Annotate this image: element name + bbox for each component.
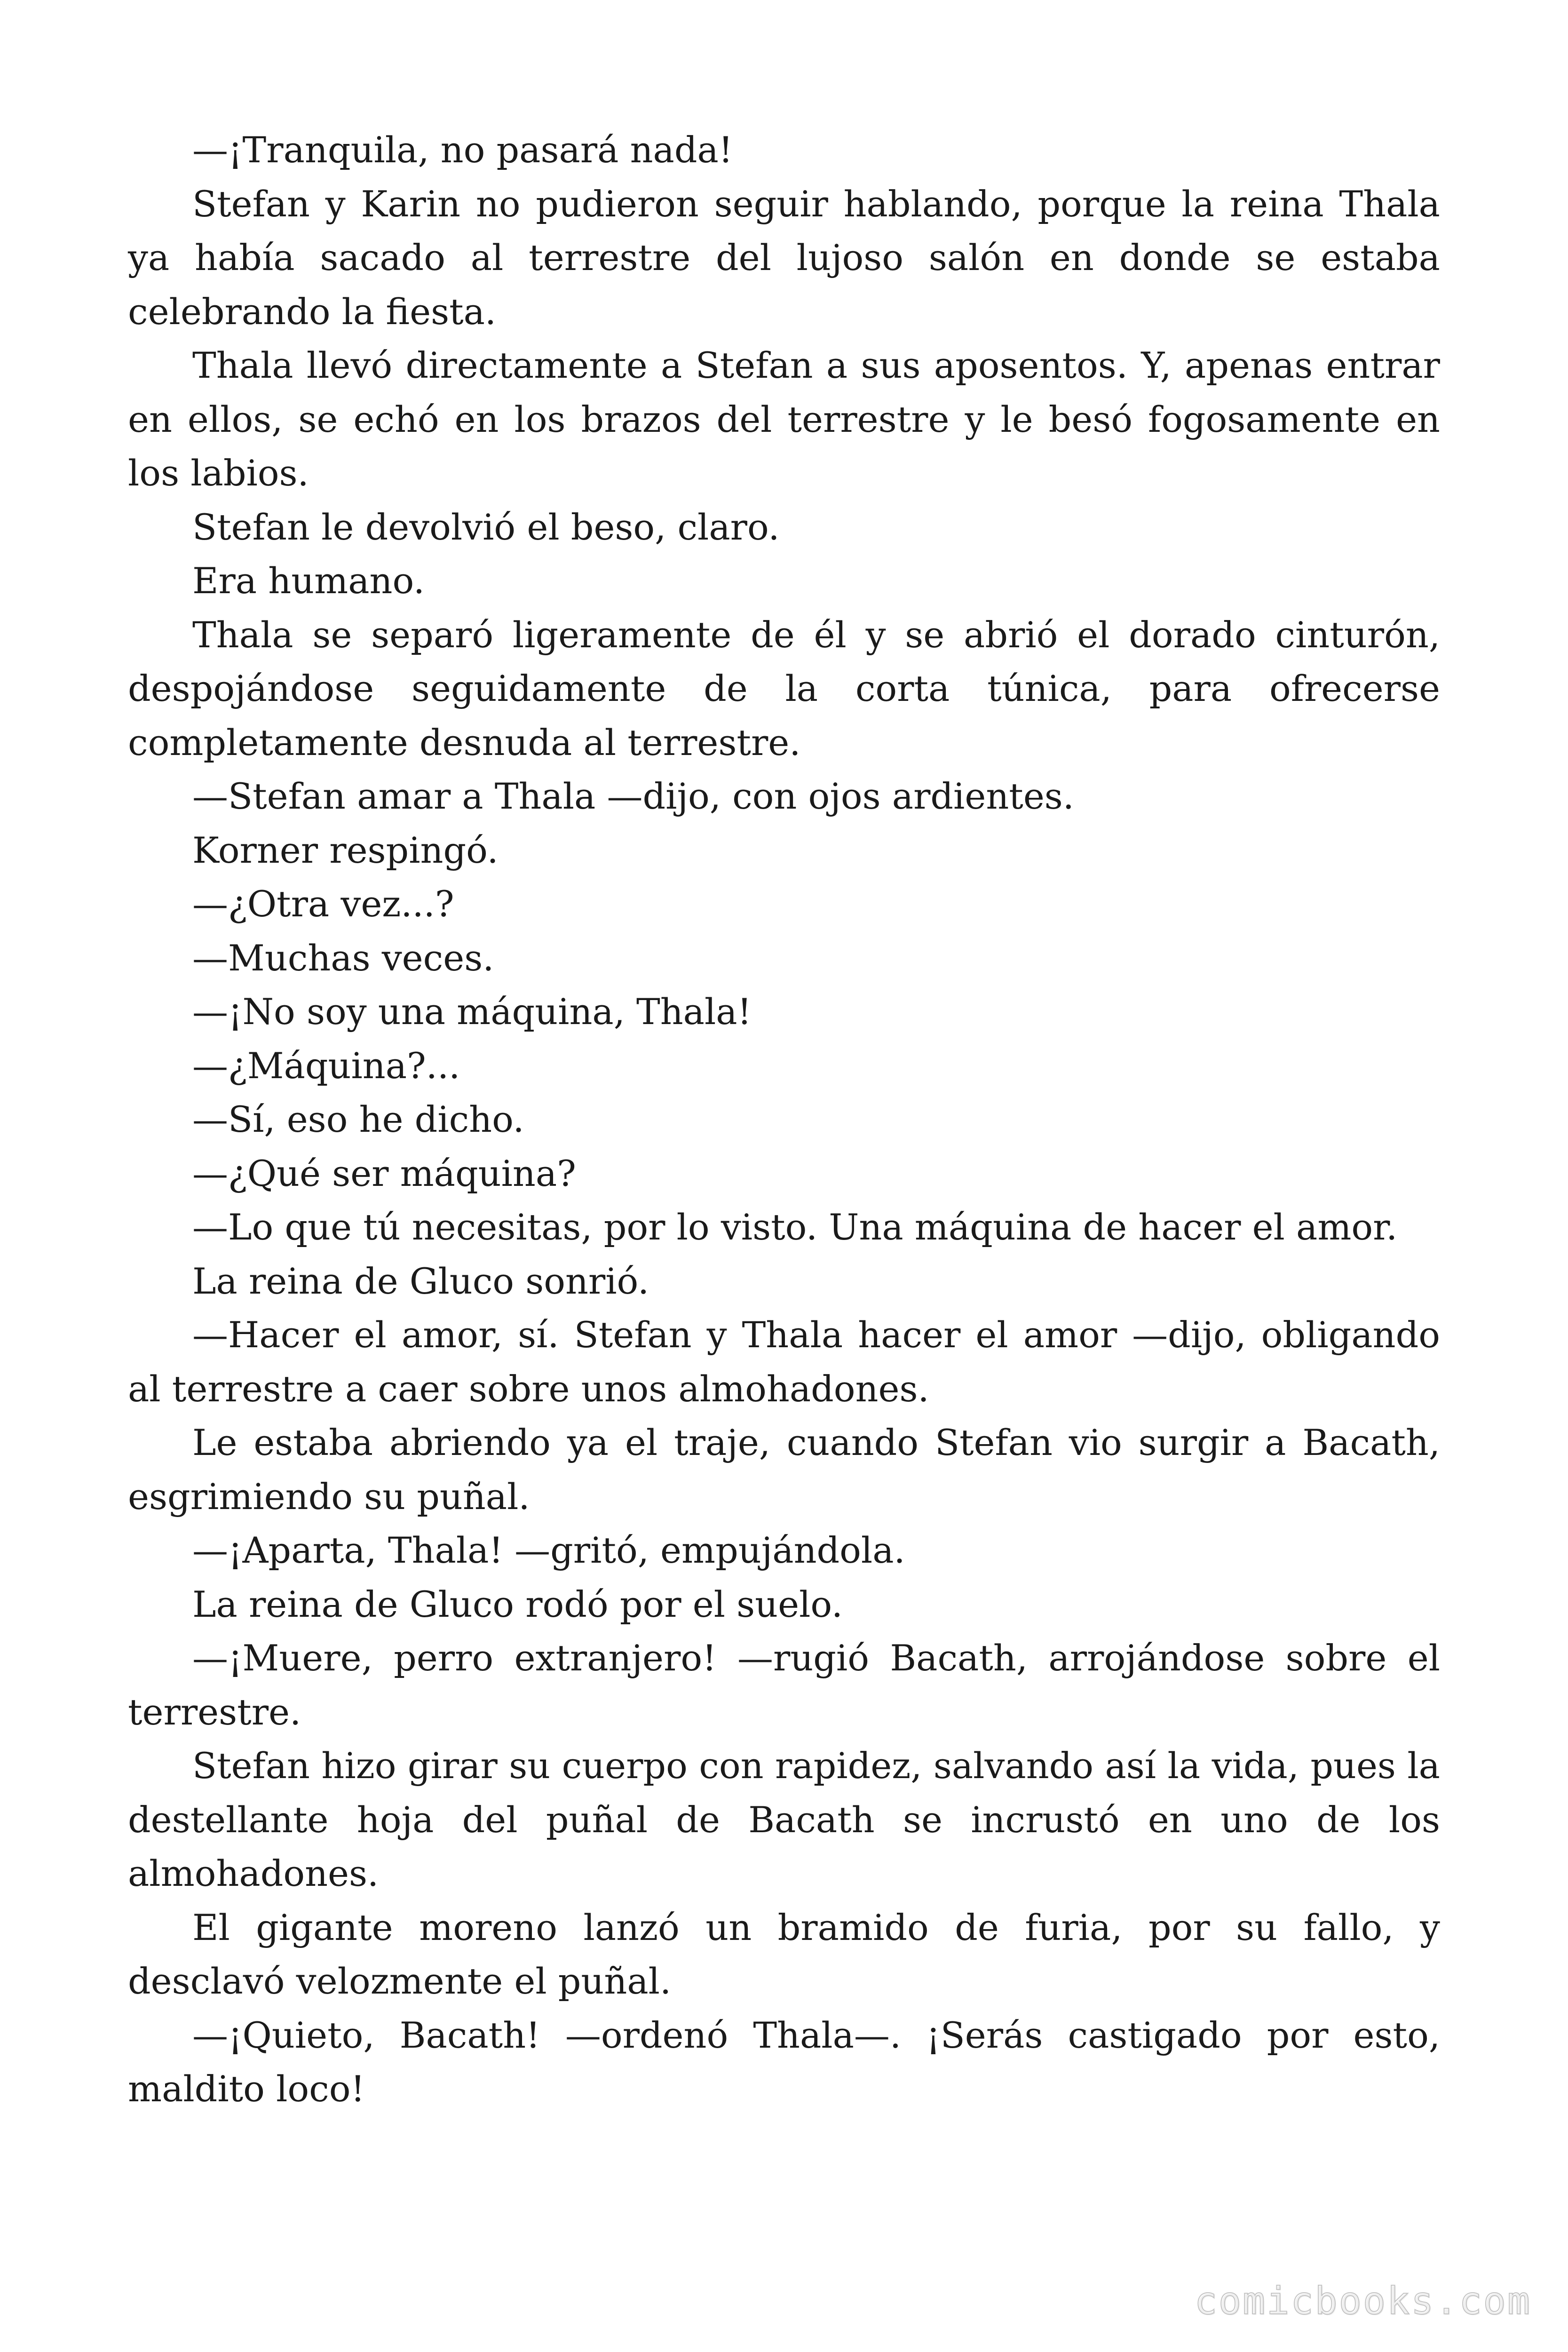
paragraph: El gigante moreno lanzó un bramido de furia, por su fallo, y desclavó velozmente el puñal.: [128, 1906, 1440, 2002]
paragraph: —Lo que tú necesitas, por lo visto. Una máquina de hacer el amor.: [192, 1206, 1398, 1248]
paragraph: La reina de Gluco rodó por el suelo.: [192, 1583, 843, 1625]
paragraph: —¿Qué ser máquina?: [192, 1152, 576, 1194]
paragraph: —¿Otra vez...?: [192, 883, 454, 925]
paragraph: —Muchas veces.: [192, 937, 494, 979]
paragraph: —Stefan amar a Thala —dijo, con ojos ardientes.: [192, 775, 1074, 817]
paragraph: —Hacer el amor, sí. Stefan y Thala hacer el amor —dijo, obligando al terrestre a caer sobre unos almohadones.: [128, 1314, 1440, 1410]
paragraph: Stefan le devolvió el beso, claro.: [192, 506, 780, 548]
paragraph: —¡Tranquila, no pasará nada!: [192, 129, 733, 171]
paragraph: Stefan y Karin no pudieron seguir hablando, porque la reina Thala ya había sacado al terrestre del lujoso salón en donde se estaba celebrando la fiesta.: [128, 183, 1440, 333]
paragraph: —¿Máquina?...: [192, 1044, 460, 1087]
paragraph: La reina de Gluco sonrió.: [192, 1260, 649, 1302]
paragraph: Stefan hizo girar su cuerpo con rapidez, salvando así la vida, pues la destellante hoja del puñal de Bacath se incrustó en uno de los almohadones.: [128, 1745, 1440, 1894]
paragraph: Korner respingó.: [192, 829, 499, 871]
paragraph: Thala llevó directamente a Stefan a sus aposentos. Y, apenas entrar en ellos, se echó en los brazos del terrestre y le besó fogosamente en los labios.: [128, 344, 1440, 494]
paragraph: —Sí, eso he dicho.: [192, 1098, 524, 1140]
paragraph: —¡Aparta, Thala! —gritó, empujándola.: [192, 1529, 905, 1571]
paragraph: Le estaba abriendo ya el traje, cuando Stefan vio surgir a Bacath, esgrimiendo su puñal.: [128, 1422, 1440, 1518]
paragraph: —¡No soy una máquina, Thala!: [192, 991, 752, 1033]
paragraph: Era humano.: [192, 560, 425, 602]
paragraph: —¡Muere, perro extranjero! —rugió Bacath, arrojándose sobre el terrestre.: [128, 1637, 1440, 1733]
paragraph: —¡Quieto, Bacath! —ordenó Thala—. ¡Serás castigado por esto, maldito loco!: [128, 2014, 1440, 2110]
body-text: [128, 123, 1440, 2116]
paragraph: Thala se separó ligeramente de él y se abrió el dorado cinturón, despojándose seguidamente de la corta túnica, para ofrecerse completamente desnuda al terrestre.: [128, 613, 1440, 763]
watermark: comicbooks.com: [1194, 2279, 1531, 2323]
